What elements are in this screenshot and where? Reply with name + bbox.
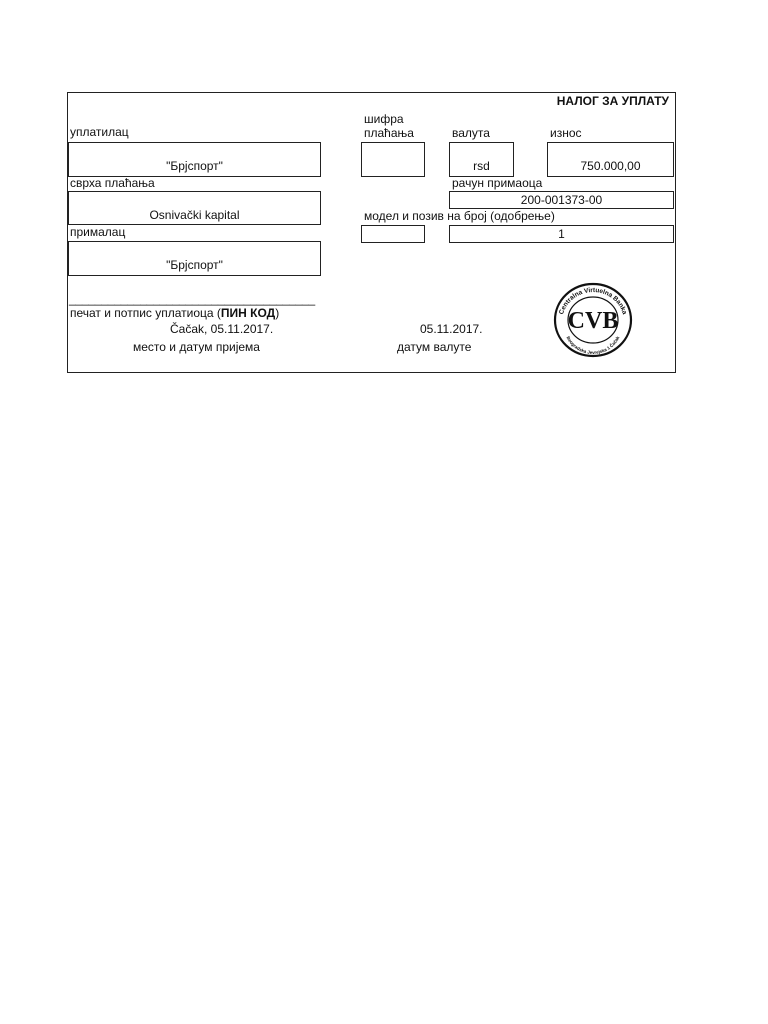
amount-value: 750.000,00	[580, 159, 641, 173]
value-date-value: 05.11.2017.	[420, 322, 483, 336]
payment-code-label-line2: плаћања	[364, 126, 414, 140]
purpose-value: Osnivački kapital	[149, 208, 240, 222]
model-field[interactable]	[361, 225, 425, 243]
place-date-value: Čačak, 05.11.2017.	[170, 322, 274, 336]
payer-value: "Брјспорт"	[166, 159, 223, 173]
recipient-account-value: 200-001373-00	[520, 193, 603, 207]
stamp-bottom-text: Beogradska Jevrejska 1 Čačak	[565, 335, 621, 356]
payment-code-label-line1: шифра	[364, 112, 404, 126]
stamp-main-text: CVB	[567, 308, 619, 334]
purpose-label: сврха плаћања	[70, 176, 155, 190]
currency-label: валута	[452, 126, 490, 140]
recipient-value: "Брјспорт"	[166, 258, 223, 272]
signature-label	[70, 306, 279, 320]
recipient-label: прималац	[70, 225, 126, 239]
payment-order-form	[67, 92, 676, 373]
amount-field[interactable]	[547, 142, 674, 177]
signature-label-prefix: печат и потпис уплатиоца (	[70, 306, 221, 320]
reference-value: 1	[558, 227, 565, 241]
currency-field[interactable]	[449, 142, 514, 177]
signature-label-pin: ПИН КОД	[220, 306, 276, 320]
stamp-seal-icon	[552, 282, 634, 358]
signature-label-suffix: )	[275, 306, 280, 320]
recipient-account-label: рачун примаоца	[452, 176, 543, 190]
reference-field[interactable]	[449, 225, 674, 243]
place-date-label: место и датум пријема	[133, 340, 260, 354]
model-reference-label: модел и позив на број (одобрење)	[364, 209, 555, 223]
purpose-field[interactable]	[68, 191, 321, 225]
payment-code-field[interactable]	[361, 142, 425, 177]
payer-field[interactable]	[68, 142, 321, 177]
recipient-field[interactable]	[68, 241, 321, 276]
signature-line: ______________________________________	[69, 292, 316, 306]
stamp-top-text: Centralna Virtuelna Banka	[558, 286, 628, 316]
amount-label: износ	[550, 126, 582, 140]
bank-stamp	[552, 282, 634, 358]
recipient-account-field[interactable]	[449, 191, 674, 209]
form-title: НАЛОГ ЗА УПЛАТУ	[556, 94, 669, 108]
value-date-label: датум валуте	[397, 340, 472, 354]
currency-value: rsd	[473, 159, 490, 173]
payer-label: уплатилац	[70, 125, 129, 139]
